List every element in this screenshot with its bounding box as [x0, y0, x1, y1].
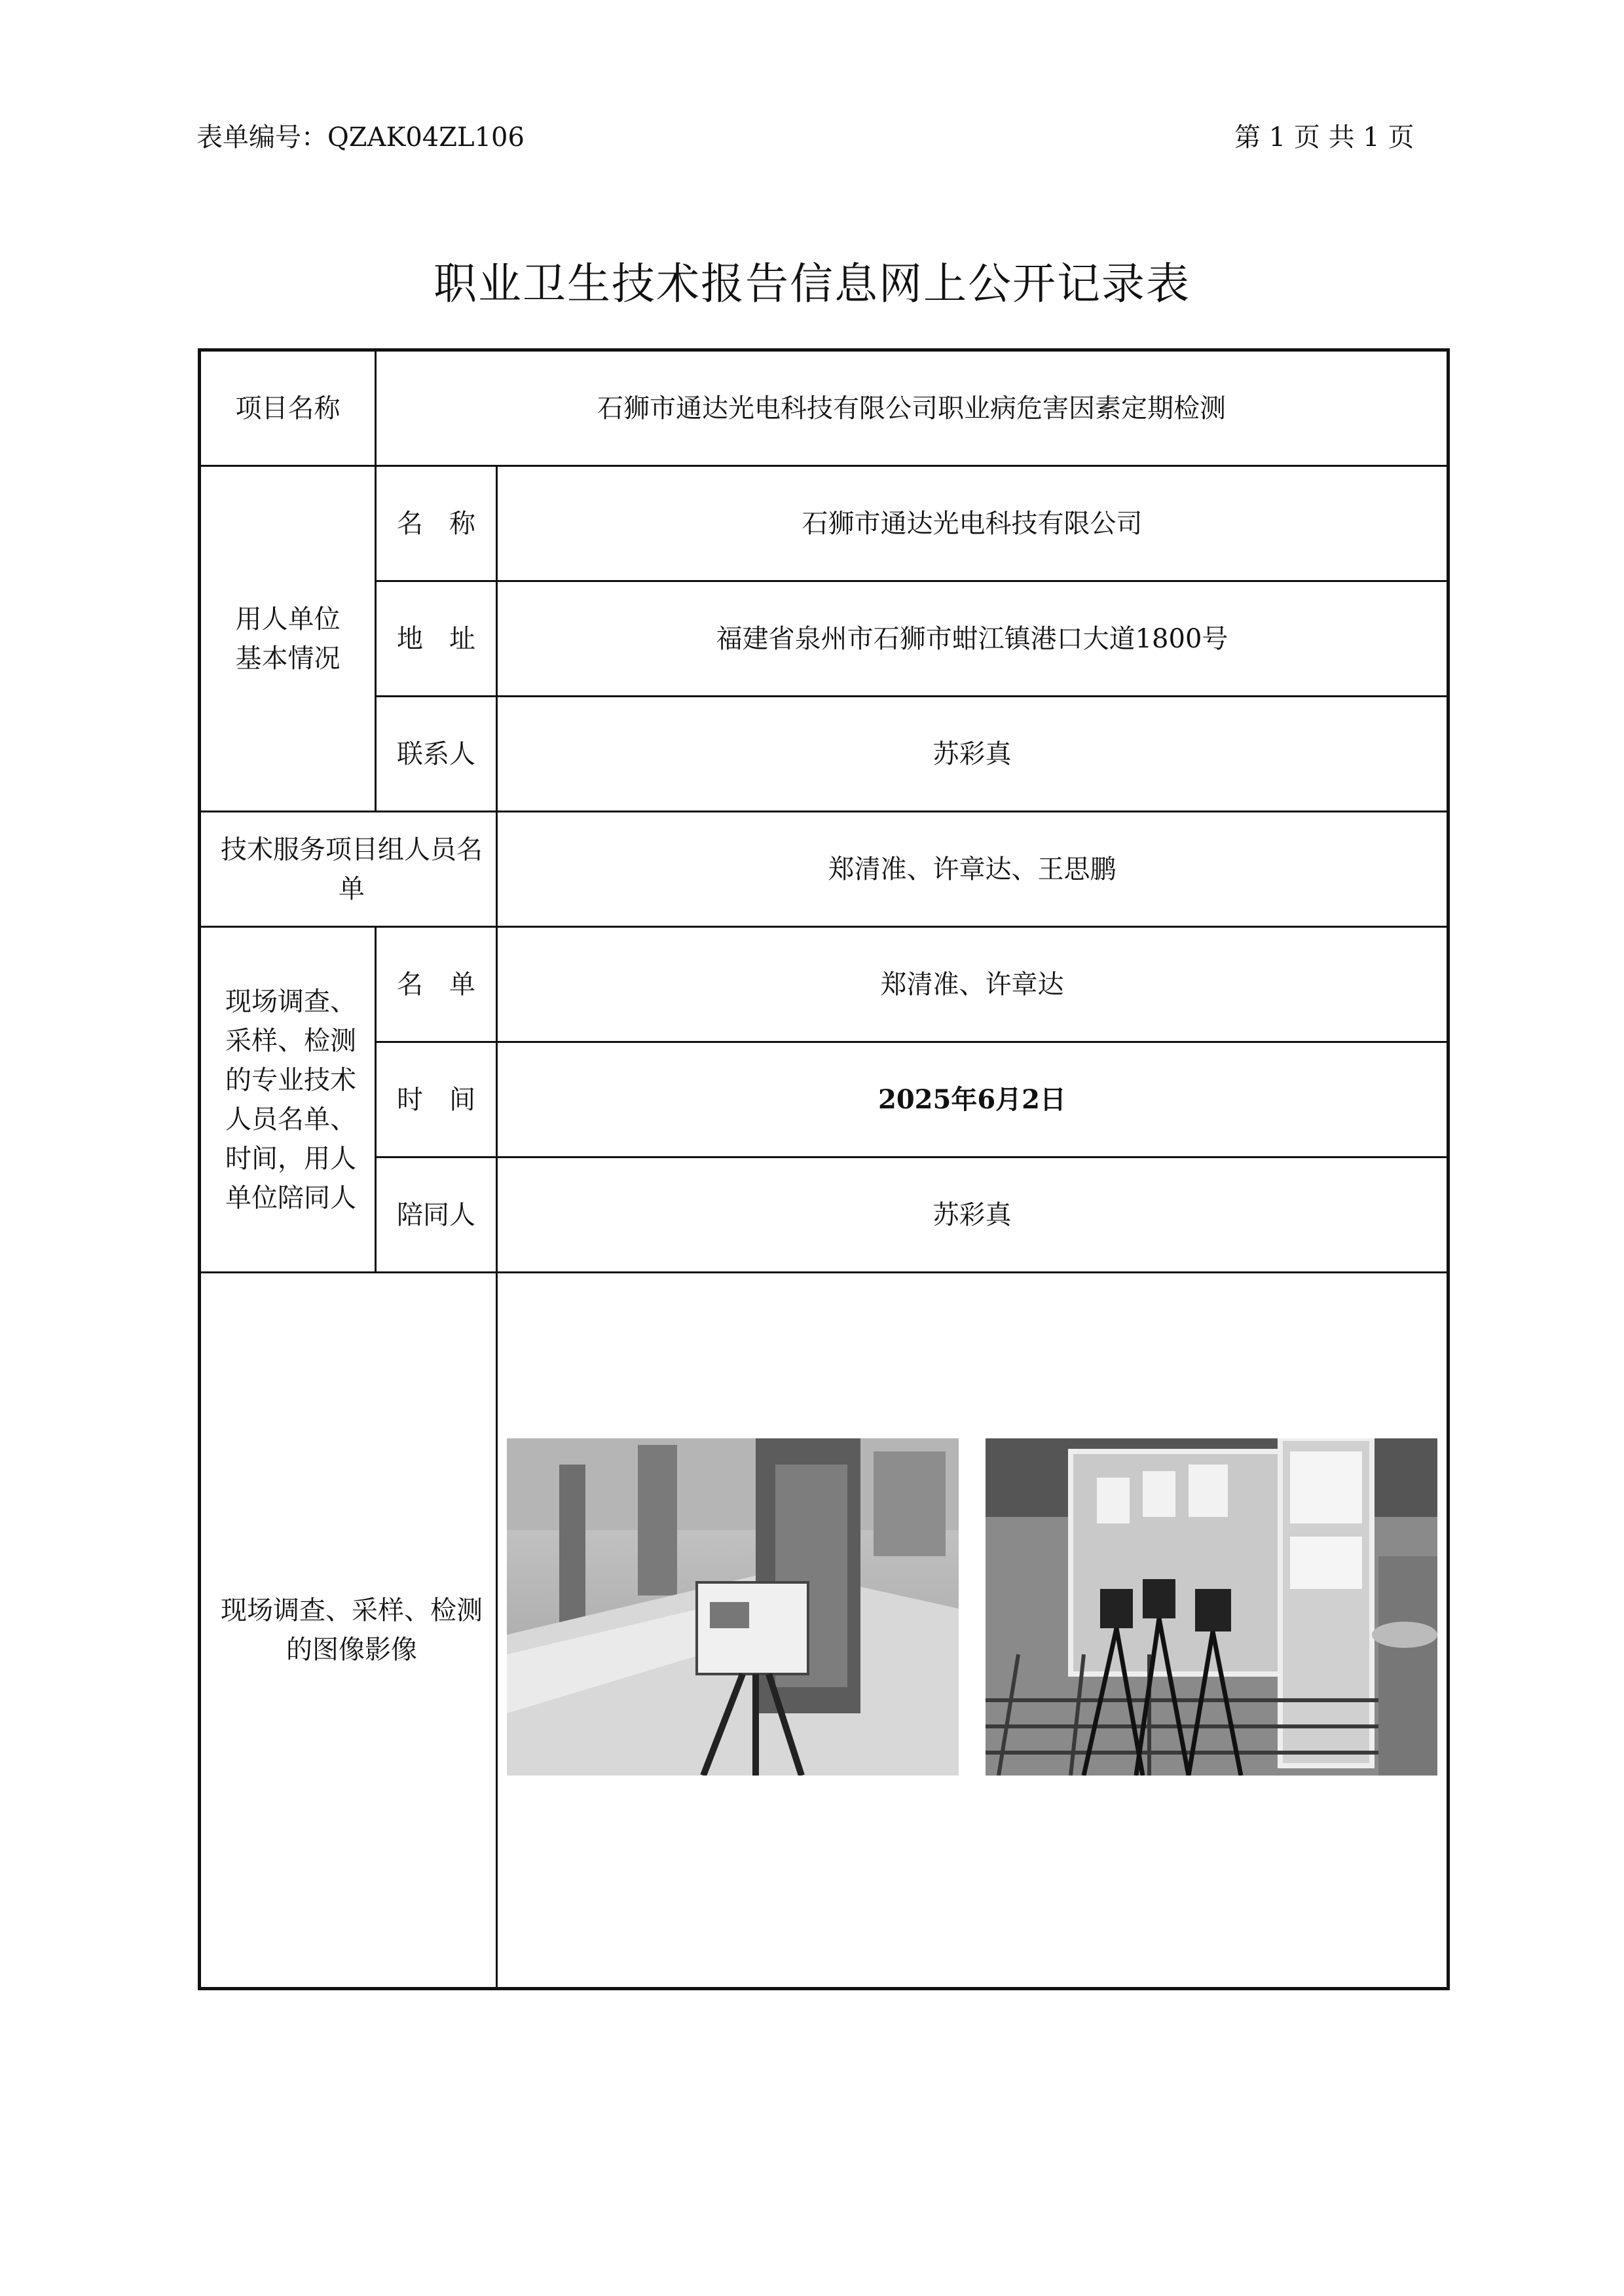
site-escort-value: 苏彩真 [932, 1199, 1012, 1230]
employer-name-value: 石狮市通达光电科技有限公司 [802, 508, 1143, 539]
employer-contact-value: 苏彩真 [932, 738, 1012, 769]
employer-address-value: 福建省泉州市石狮市蚶江镇港口大道1800号 [716, 623, 1228, 654]
employer-name-label: 名 称 [397, 508, 475, 539]
page-info: 第 1 页 共 1 页 [1234, 122, 1414, 153]
team-label: 技术服务项目组人员名单 [221, 834, 483, 904]
site-list-label: 名 单 [397, 969, 475, 1000]
project-value: 石狮市通达光电科技有限公司职业病危害因素定期检测 [597, 393, 1226, 424]
site-photo-1 [507, 1438, 959, 1776]
site-list-value: 郑清准、许章达 [880, 969, 1064, 1000]
site-label: 现场调查、采样、检测的专业技术人员名单、时间，用人单位陪同人 [225, 986, 356, 1213]
employer-contact-label: 联系人 [397, 738, 475, 769]
project-label: 项目名称 [235, 393, 341, 424]
team-value: 郑清准、许章达、王思鹏 [828, 854, 1116, 884]
site-escort-label: 陪同人 [397, 1199, 475, 1230]
site-time-label: 时 间 [397, 1084, 475, 1115]
employer-address-label: 地 址 [397, 623, 475, 654]
site-photo-2 [986, 1438, 1437, 1776]
images-label: 现场调查、采样、检测的图像影像 [221, 1595, 483, 1665]
site-time-value: 2025年6月2日 [878, 1084, 1066, 1115]
col-divider [496, 1271, 498, 1987]
document-title: 职业卫生技术报告信息网上公开记录表 [434, 259, 1190, 309]
employer-label: 用人单位基本情况 [235, 604, 341, 674]
form-number: 表单编号：QZAK04ZL106 [196, 122, 525, 153]
